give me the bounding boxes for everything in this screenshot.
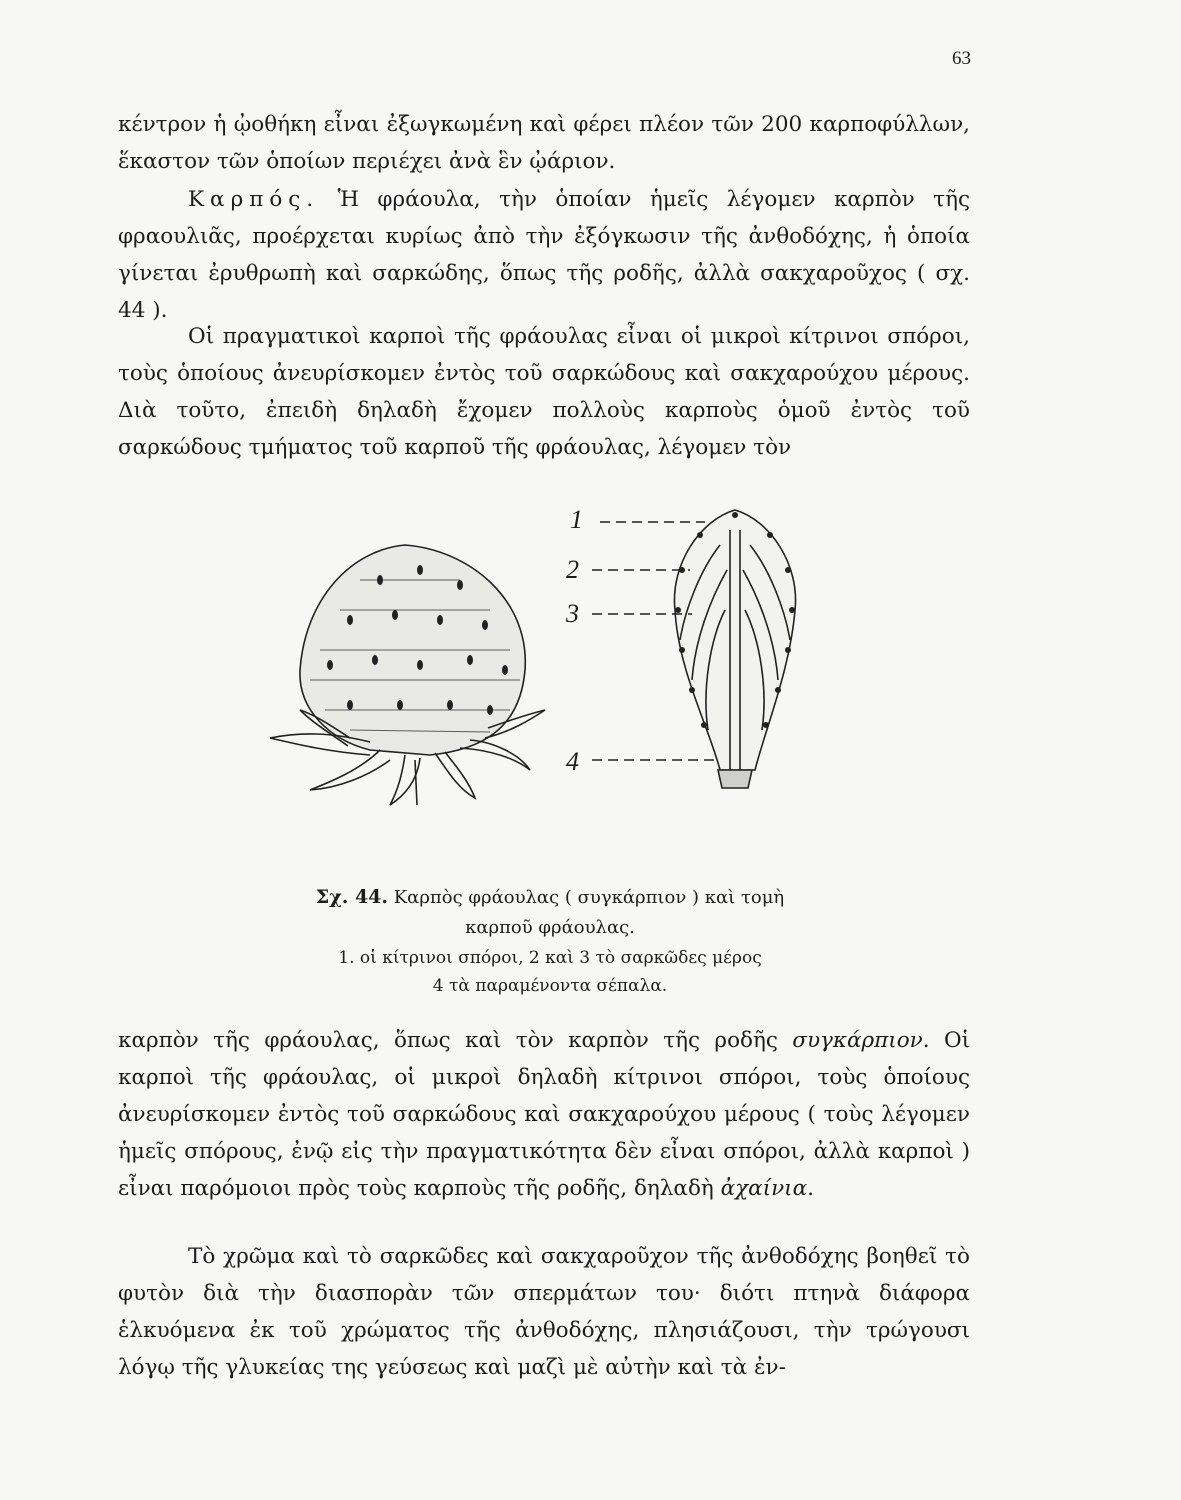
figure-caption-line-4: 4 τὰ παραμένοντα σέπαλα. — [432, 976, 668, 996]
figure-label-4: 4 — [566, 747, 579, 776]
page-number: 63 — [952, 48, 971, 69]
paragraph-2-body: Ἡ φράουλα, τὴν ὁποίαν ἡμεῖς λέγομεν καρπὸν τῆς φραουλιᾶς, προέρχεται κυρίως ἀπὸ τὴν ἐξόγκωσιν τῆς ἀνθοδόχης, ἡ ὁποία γίνεται ἐρυθρωπὴ καὶ σαρκώδης, ὅπως τῆς ροδῆς, ἀλλὰ σακχαροῦχος ( σχ. 44 ). — [118, 187, 970, 323]
paragraph-4 — [118, 1022, 970, 1207]
strawberry-figure — [230, 470, 870, 870]
figure-caption-text: Καρπὸς φράουλας ( συγκάρπιον ) καὶ τομὴ — [393, 887, 785, 908]
figure-label-1: 1 — [570, 505, 583, 534]
paragraph-4-part-a: καρπὸν τῆς φράουλας, ὅπως καὶ τὸν καρπὸν τῆς ροδῆς — [118, 1028, 793, 1053]
term-synkarpion: συγκάρπιον — [792, 1028, 923, 1053]
figure-caption-line-2: καρποῦ φράουλας. — [465, 917, 635, 938]
whole-strawberry-drawing — [270, 545, 545, 805]
term-achainia: ἀχαίνια — [720, 1176, 808, 1201]
paragraph-3: Οἱ πραγματικοὶ καρποὶ τῆς φράουλας εἶναι οἱ μικροὶ κίτρινοι σπόροι, τοὺς ὁποίους ἀνευρίσκομεν ἐντὸς τοῦ σαρκώδους καὶ σακχαρούχου μέρους. Διὰ τοῦτο, ἐπειδὴ δηλαδὴ ἔχομεν πολλοὺς καρποὺς ὁμοῦ ἐντὸς τοῦ σαρκώδους τμήματος τοῦ καρποῦ τῆς φράουλας, λέγομεν τὸν — [118, 324, 970, 460]
paragraph-4-part-c: . — [807, 1176, 814, 1201]
figure-label-3: 3 — [566, 599, 579, 628]
section-heading-karpos: Καρπός. — [188, 187, 320, 212]
paragraph-1: κέντρον ἡ ᾠοθήκη εἶναι ἐξωγκωμένη καὶ φέρει πλέον τῶν 200 καρποφύλλων, ἕκαστον τῶν ὁποίων περιέχει ἀνὰ ἓν ᾠάριον. — [118, 112, 970, 174]
paragraph-5: Τὸ χρῶμα καὶ τὸ σαρκῶδες καὶ σακχαροῦχον τῆς ἀνθοδόχης βοηθεῖ τὸ φυτὸν διὰ τὴν διασπορὰν τῶν σπερμάτων του· διότι πτηνὰ διάφορα ἑλκυόμενα ἐκ τοῦ χρώματος τῆς ἀνθοδόχης, πλησιάζουσι, τὴν τρώγουσι λόγῳ τῆς γλυκείας της γεύσεως καὶ μαζὶ μὲ αὐτὴν καὶ τὰ ἐν- — [118, 1244, 970, 1380]
figure-caption-line-1 — [150, 883, 950, 912]
figure-label-2: 2 — [566, 555, 579, 584]
figure-caption-label: Σχ. 44. — [315, 886, 388, 908]
strawberry-section-drawing — [674, 510, 795, 788]
figure-caption-line-3: 1. οἱ κίτρινοι σπόροι, 2 καὶ 3 τὸ σαρκῶδες μέρος — [338, 948, 762, 968]
paragraph-4-part-b: . Οἱ καρποὶ τῆς φράουλας, οἱ μικροὶ δηλαδὴ κίτρινοι σπόροι, τοὺς ὁποίους ἀνευρίσκομεν ἐντὸς τοῦ σαρκώδους καὶ σακχαρούχου μέρους ( τοὺς λέγομεν ἡμεῖς σπόρους, ἐνῷ εἰς τὴν πραγματικότητα δὲν εἶναι σπόροι, ἀλλὰ καρποὶ ) εἶναι παρόμοιοι πρὸς τοὺς καρποὺς τῆς ροδῆς, δηλαδὴ — [118, 1028, 970, 1201]
paragraph-2 — [118, 181, 970, 329]
